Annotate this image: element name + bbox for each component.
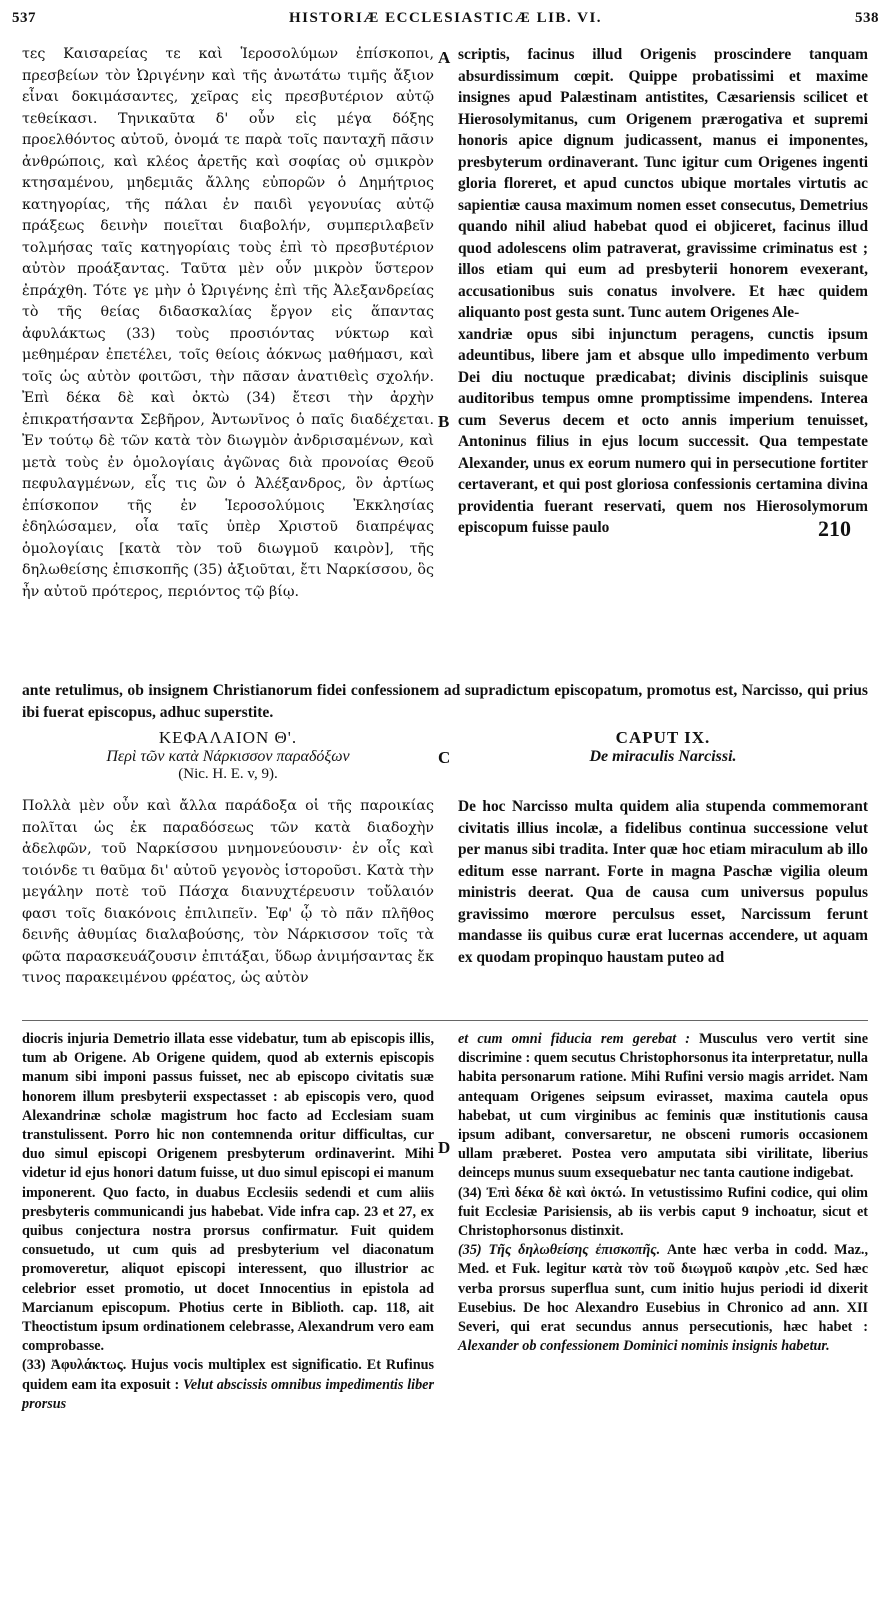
note-35-text: Ante hæc verba in codd. Maz., Med. et Fuk. legitur κατὰ τὸν τοῦ διωγμοῦ καιρὸν ,etc. Sed hæc verba prorsus superflua sunt, cum initio hujus periodi id dixerit Eusebius. De hoc Alexandro Eusebius in Chronico ad ann. XII Severi, qui erat secundus annus persecutionis, hæc habet : (458, 1242, 868, 1336)
note-34 (458, 1184, 868, 1242)
notes-divider (22, 1020, 868, 1021)
greek-column-top (22, 44, 434, 603)
page-number-right: 538 (855, 10, 879, 26)
page-number-left: 537 (12, 10, 36, 26)
latin-chapter-subtitle: De miraculis Narcissi. (589, 748, 737, 765)
greek-chapter-subtitle: Περὶ τῶν κατὰ Νάρκισσον παραδόξων (106, 748, 350, 765)
greek-ch9-paragraph: Πολλὰ μὲν οὖν καὶ ἄλλα παράδοξα οἱ τῆς παροικίας πολῖται ὡς ἐκ παραδόσεως τῶν κατὰ διαδοχὴν ἀδελφῶν, τοῦ Ναρκίσσου μνημονεύουσιν· ἐν οἷς καὶ τοιόνδε τι θαῦμα δι' αὐτοῦ γεγονὸς ἱστοροῦσι. Κατὰ τὴν μεγάλην ποτὲ τοῦ Πάσχα διανυχτέρευσιν τοὔλαιόν φασι τοῖς διακόνοις ἐπιλιπεῖν. Ἐφ' ᾧ τὸ πᾶν πλῆθος δεινῆς ἀθυμίας διαλαβούσης, τὸν Νάρκισσον τοῖς τὰ φῶτα παρασκευάζουσιν ἐπιτάξαι, ὕδωρ ἀνιμήσαντας ἔκ τινος παρακειμένου φρέατος, ὡς αὐτὸν (22, 798, 434, 986)
latin-chapter-heading (458, 728, 868, 766)
latin-column-ch9 (458, 796, 868, 968)
margin-number: 210 (818, 516, 851, 541)
note-33-italic: Velut abscissis omnibus impedimentis liber prorsus (22, 1376, 434, 1412)
notes-column-right (458, 1030, 868, 1356)
greek-paragraph: τες Καισαρείας τε καὶ Ἱεροσολύμων ἐπίσκοποι, πρεσβείων τὸν Ὠριγένην καὶ τῆς ἀνωτάτω τιμῆς ἄξιον εἶναι δοκιμάσαντες, χεῖρας εἰς πρεσβυτέριον αὐτῷ τεθείκασι. Τηνικαῦτα δ' οὖν εἰς μέγα δόξης προελθόντος αὐτοῦ, ὀνομά τε παρὰ τοῖς πανταχῆ πᾶσιν ἀνθρώποις, καὶ κλέος ἀρετῆς καὶ σοφίας οὐ σμικρὸν κτησαμένου, μηδεμιᾶς ἄλλης εὐπορῶν ὁ Δημήτριος κατηγορίας, τῆς πάλαι ἐν παιδὶ γεγονυίας αὐτῷ πράξεως δεινὴν ποιεῖται διαβολήν, συμπεριλαβεῖν τολμήσας ταῖς κατηγορίαις τοὺς ἐπὶ τὸ πρεσβυτέριον αὐτὸν προάξαντας. Ταῦτα μὲν οὖν μικρὸν ὕστερον ἐπράχθη. Τότε γε μὴν ὁ Ὠριγένης ἐπὶ τῆς Ἀλεξανδρείας τὸ τῆς θείας διδασκαλίας ἔργον εἰς ἅπαντας ἀφυλάκτως (33) τοὺς προσιόντας νύκτωρ καὶ μεθημέραν ἐπετέλει, τοῖς θείοις ἀόκνως μαθήμασι, καὶ τοῖς ὡς αὐτὸν φοιτῶσι, τὴν πᾶσαν ἀνατιθεὶς σχολήν. Ἐπὶ δέκα δὲ καὶ ὀκτὼ (34) ἔτεσι τὴν ἀρχὴν ἐπικρατήσαντα Σεβῆρον, Ἀντωνῖνος ὁ παῖς διαδέχεται. Ἐν τούτῳ δὲ τῶν κατὰ τὸν διωγμὸν ἀνδρισαμένων, καὶ μετὰ τοὺς ἐν ὁμολογίαις ἀγῶνας διὰ προνοίας Θεοῦ πεφυλαγμένων, εἷς τις ὢν ὁ Ἀλέξανδρος, ὃν ἀρτίως ἐπίσκοπον τῆς ἐν Ἱεροσολύμοις Ἐκκλησίας ἐδηλώσαμεν, οἷα ταῖς ὑπὲρ Χριστοῦ διαπρέψας ὁμολογίαις [κατὰ τὸν τοῦ διωγμοῦ καιρὸν], τῆς δηλωθείσης ἐπισκοπῆς (35) ἀξιοῦται, ἔτι Ναρκίσσου, ὃς ἦν αὐτοῦ πρότερος, περιόντος τῷ βίῳ. (22, 46, 434, 600)
note-continuation: diocris injuria Demetrio illata esse videbatur, tum ab episcopis illis, tum ab Origene. Ab Origene quidem, quod ab externis episcopis manum sibi imponi passus fuisset, nec ab episcopo civitatis suæ honorem illum presbyterii exspectasset : ab episcopis vero, quod Alexandrinæ scholæ magistrum hoc facto ad Ecclesiam suam transtulissent. Porro hic non contemnenda oritur difficultas, cur duo simul episcopi Origenem presbyterum ordinaverint. Mihi videtur id ejus honori datum fuisse, ut duo simul episcopi ei manum imponerent. Quo facto, in duabus Ecclesiis sedendi et cum aliis presbyteris communicandi jus habebat. Vide infra cap. 23 et 27, ex quibus conjectura nostra prorsus confirmatur. Fuit quidem consuetudo, ut cum quis ad presbyterium vel diaconatum promoveretur, aliquot episcopi interessent, quo illustrior ac celebrior esset promotio, ut docet Innocentius in epistola ad Marcianum episcopum. Photius certe in Biblioth. cap. 118, ait Theoctistum ipsum ordinationem celebrasse, Alexandrum vero eam comprobasse. (22, 1031, 434, 1355)
margin-mark-b: B (438, 412, 450, 431)
latin-chapter-title: CAPUT IX. (615, 728, 711, 747)
full-width-line: ante retulimus, ob insignem Christianorum fidei confessionem ad supradictum episcopatum, promotus est, Narcisso, qui prius ibi fuerat episcopus, adhuc superstite. (22, 682, 868, 721)
note-35-head: (35) Τῆς δηλωθείσης ἐπισκοπῆς. (458, 1242, 661, 1259)
latin-paragraph-b: xandriæ opus sibi injunctum peragens, cunctis ipsum adeuntibus, libere jam et absque ullo impedimento verbum Dei diu noctuque prædicabat; divinis disciplinis suisque auditoribus tempus omne promptissime impendens. Interea cum Severus decem et octo annis imperium tenuisset, Antoninus filius in ejus locum successit. Qua tempestate Alexander, unus ex eorum numero qui in persecutione fortiter certaverant, et qui post gloriosa confessionis certamina divina providentia fuerant reservati, quem nos Hierosolymorum episcopum fuisse paulo (458, 325, 868, 536)
notes-column-left (22, 1030, 434, 1414)
latin-paragraph-a: scriptis, facinus illud Origenis proscindere tanquam absurdissimum cœpit. Quippe probatissimi et maxime insignes apud Palæstinam antistites, Cæsariensis scilicet et Hierosolymitanus, cum Origenem prærogativa et supremi honoris apice dignum judicassent, manus ei imponentes, presbyterum ordinaverant. Tunc igitur cum Origenes ingenti gloria floreret, et apud cunctos ubique mortales virtutis ac sapientiæ causa maximum nomen esset consecutus, Demetrius quando nihil aliud habebat quod ei objiceret, facinus illud quod adolescens olim patraverat, gravissime criminatus est ; illos etiam qui eum ad presbyterii honorem evexerant, accusationibus suis conatus involvere. Et hæc quidem aliquanto post gesta sunt. Tunc autem Origenes Ale- (458, 46, 868, 321)
note-33-cont-italic: et cum omni fiducia rem gerebat : (458, 1031, 690, 1047)
running-title: HISTORIÆ ECCLESIASTICÆ LIB. VI. (288, 10, 603, 26)
note-33 (22, 1356, 434, 1414)
margin-mark-a: A (438, 48, 451, 67)
note-35-italic: Alexander ob confessionem Dominici nominis insignis habetur. (458, 1338, 830, 1355)
running-header (12, 10, 879, 34)
note-33-head: (33) Ἀφυλάκτως. (22, 1357, 127, 1374)
latin-ch9-paragraph: De hoc Narcisso multa quidem alia stupenda commemorant civitatis illius incolæ, a fidelibus continua successione velut per manus sibi tradita. Inter quæ hoc etiam miraculum ab illo editum esse narrant. Forte in magna Paschæ vigilia oleum ministris deerat. Qua de causa cum universus populus gravissimo mœrore perculsus esset, Narcissum ferunt mandasse iis quibus curæ erat lucernas accendere, ut aquam ex quodam propinquo haustam puteo ad (458, 798, 868, 966)
note-33-cont-text: Musculus vero vertit sine discrimine : quem secutus Christophorsonus ita interpretatur, nulla habita personarum ratione. Mihi Rufini versio magis arridet. Nam antequam Origenes seipsum evirasset, maxima cautela opus habebat, ut cum virginibus ac feminis quæ institutionis causa ipsum adibant, conversaretur, ne obsceni rumoris occasionem ullam præberet. Postea vero amputata sibi virilitate, liberius deinceps munus suum exsequebatur nec tanta cautione indigebat. (458, 1031, 868, 1182)
latin-column-top (458, 44, 868, 539)
note-34-head: (34) Ἐπὶ δέκα δὲ καὶ ὀκτώ. (458, 1184, 626, 1201)
greek-chapter-heading (22, 728, 434, 783)
note-33-continued (458, 1030, 868, 1184)
margin-mark-c: C (438, 748, 451, 767)
margin-mark-d: D (438, 1138, 451, 1157)
note-33-text: Hujus vocis multiplex est significatio. Et Rufinus quidem eam ita exposuit : (22, 1357, 435, 1393)
greek-chapter-title: ΚΕΦΑΛΑΙΟΝ Θ'. (158, 728, 298, 747)
note-34-text: In vetustissimo Rufini codice, qui olim fuit Ecclesiæ Parisiensis, ab iis verbis caput 9 inchoatur, sicut et Christophorsonus distinxit. (458, 1184, 868, 1240)
greek-chapter-reference: (Nic. H. E. v, 9). (178, 766, 278, 782)
note-35 (458, 1241, 868, 1356)
greek-column-ch9 (22, 796, 434, 990)
